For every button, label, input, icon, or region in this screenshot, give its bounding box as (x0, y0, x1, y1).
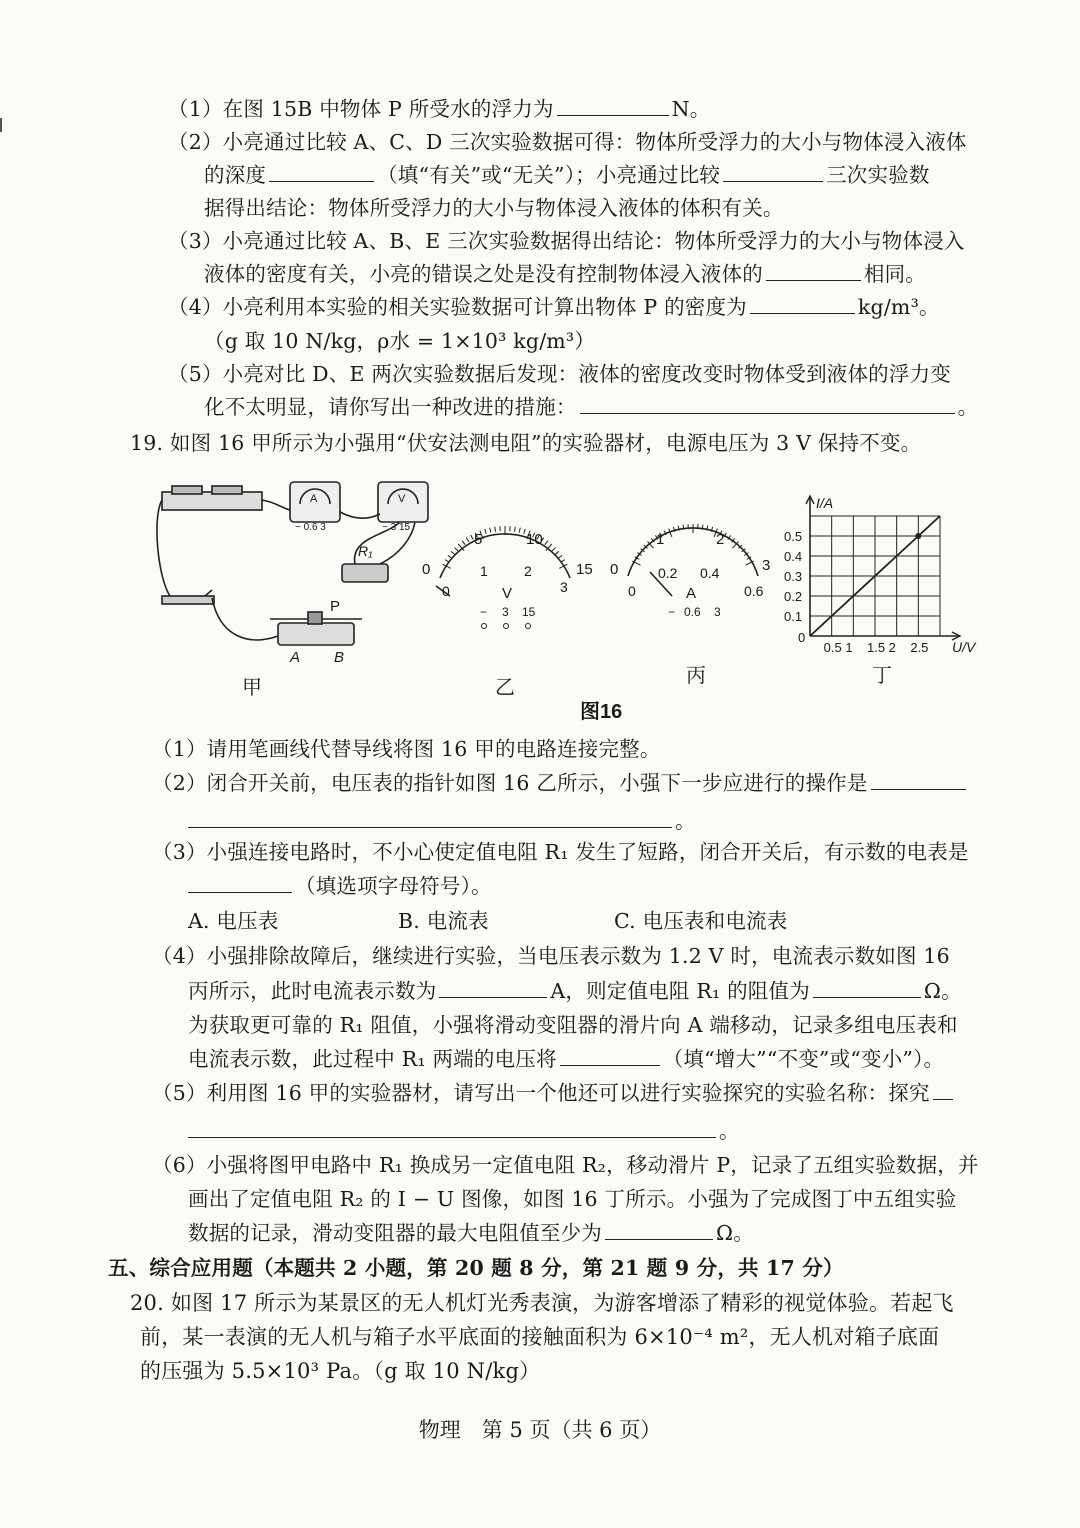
q18-part1: （1）在图 15B 中物体 P 所受水的浮力为 N。 (168, 97, 711, 121)
meter-tick (514, 527, 515, 532)
meter-tick (454, 548, 458, 551)
section-5-heading: 五、综合应用题（本题共 2 小题，第 20 题 8 分，第 21 题 9 分，共 17 分） (108, 1256, 844, 1280)
voltmeter-zero-label: 0 (422, 561, 431, 578)
x-tick-label: 2 (888, 640, 896, 655)
ammeter-terminals: − 0.6 3 (295, 522, 326, 533)
q18-part3-line1: （3）小亮通过比较 A、B、E 三次实验数据得出结论：物体所受浮力的大小与物体浸入 (168, 229, 965, 253)
ammeter-top-label: 2 (716, 531, 725, 548)
q19-part5-line2: 。 (188, 1116, 740, 1146)
label-bing: 丙 (686, 665, 706, 687)
q20-line1: 20. 如图 17 所示为某景区的无人机灯光秀表演，为游客增添了精彩的视觉体验。若起飞 (130, 1291, 954, 1315)
answer-blank[interactable] (723, 161, 823, 182)
y-tick-label: 0.2 (784, 589, 803, 604)
ammeter-zero-label: 0 (610, 561, 619, 578)
voltmeter-terminal: 3 (502, 605, 509, 619)
chart-origin-label: 0 (798, 630, 806, 645)
q18-part4-line2: （g 取 10 N/kg，ρ水 = 1×10³ kg/m³） (204, 329, 596, 353)
ammeter-bottom-label: 0.2 (658, 565, 678, 581)
ammeter-bottom-zero: 0 (628, 583, 636, 599)
voltmeter-bottom-zero: 0 (442, 583, 450, 599)
r1-label: R₁ (358, 543, 373, 559)
voltmeter-bottom-label: 2 (524, 563, 532, 579)
answer-blank[interactable] (188, 1117, 716, 1138)
label-ding: 丁 (872, 665, 892, 687)
answer-blank[interactable] (560, 1045, 660, 1066)
q19-part6-line1: （6）小强将图甲电路中 R₁ 换成另一定值电阻 R₂，移动滑片 P，记录了五组实验数据，并 (152, 1153, 979, 1177)
meter-tick (462, 541, 465, 545)
ammeter-terminal: − (668, 605, 676, 619)
q19-part3-option-c: C. 电压表和电流表 (614, 909, 788, 933)
voltmeter-bottom-label: 3 (560, 579, 568, 595)
circuit-diagram (157, 482, 431, 645)
q19-part4-line1: （4）小强排除故障后，继续进行实验，当电压表示数为 1.2 V 时，电流表示数如图 16 (152, 944, 950, 968)
meter-tick (558, 555, 562, 558)
q19-part4-line4: 电流表示数，此过程中 R₁ 两端的电压将 （填“增大”“不变”或“变小”）。 (188, 1047, 945, 1071)
ammeter-unit: A (686, 585, 697, 602)
ammeter-dial (610, 524, 770, 687)
voltmeter-terminal: − (480, 605, 488, 619)
terminal-a-label: A (290, 649, 301, 666)
q18-part3-line2: 液体的密度有关，小亮的错误之处是没有控制物体浸入液体的 相同。 (204, 262, 927, 286)
meter-tick (495, 527, 496, 532)
meter-tick (519, 528, 520, 533)
q20-line3: 的压强为 5.5×10³ Pa。（g 取 10 N/kg） (140, 1359, 541, 1383)
q19-stem: 19. 如图 16 甲所示为小强用“伏安法测电阻”的实验器材，电源电压为 3 V 保持不变。 (130, 431, 922, 455)
answer-blank[interactable] (439, 977, 547, 998)
x-tick-label: 1 (845, 640, 853, 655)
ammeter-bottom-label: 0.4 (700, 565, 720, 581)
y-tick-label: 0.1 (784, 609, 803, 624)
q19-part6-line2: 画出了定值电阻 R₂ 的 I − U 图像，如图 16 丁所示。小强为了完成图丁中五组实验 (188, 1187, 957, 1211)
ammeter-terminal: 0.6 (684, 605, 701, 619)
x-tick-label: 2.5 (910, 640, 929, 655)
voltmeter-bottom-label: 1 (480, 563, 488, 579)
figure-16 (150, 478, 1000, 728)
meter-tick (490, 528, 491, 533)
voltmeter-terminals: − 3 15 (382, 522, 411, 533)
iu-chart (784, 495, 977, 687)
meter-tick (485, 529, 486, 534)
meter-tick (545, 541, 548, 545)
voltmeter-top-label: 10 (526, 531, 543, 548)
answer-blank[interactable] (580, 393, 955, 414)
ammeter-top-label: 1 (656, 531, 665, 548)
q19-part6-line3: 数据的记录，滑动变阻器的最大电阻值至少为 Ω。 (188, 1221, 754, 1245)
meter-tick (555, 551, 559, 554)
answer-blank[interactable] (269, 161, 374, 182)
q19-part3-line2: （填选项字母符号）。 (188, 871, 492, 901)
label-yi: 乙 (495, 677, 515, 699)
voltmeter-top-label: 5 (474, 531, 483, 548)
q18-part5-line2: 化不太明显，请你写出一种改进的措施： 。 (204, 395, 979, 419)
q18-part5-line1: （5）小亮对比 D、E 两次实验数据后发现：液体的密度改变时物体受到液体的浮力变 (168, 362, 951, 386)
answer-blank[interactable] (766, 260, 861, 281)
terminal-b-label: B (334, 649, 345, 666)
data-point (915, 533, 921, 539)
answer-blank[interactable] (188, 872, 292, 893)
rheostat-icon (278, 623, 354, 645)
ammeter-max-label: 3 (762, 557, 771, 574)
label-jia: 甲 (242, 677, 262, 699)
resistor-r1-icon (342, 564, 388, 582)
y-tick-label: 0.4 (784, 549, 803, 564)
meter-tick (471, 535, 473, 539)
x-tick-label: 0.5 (823, 640, 842, 655)
answer-blank[interactable] (188, 807, 672, 828)
y-tick-label: 0.5 (784, 529, 803, 544)
answer-blank[interactable] (933, 1079, 953, 1100)
answer-blank[interactable] (557, 95, 669, 116)
meter-tick (451, 551, 455, 554)
scan-edge-mark (0, 118, 8, 132)
y-tick-label: 0.3 (784, 569, 803, 584)
voltmeter-unit: V (502, 585, 513, 602)
q19-part3-option-a: A. 电压表 (188, 909, 279, 933)
q18-part4-line1: （4）小亮利用本实验的相关实验数据可计算出物体 P 的密度为 kg/m³。 (168, 295, 940, 319)
q19-part3-option-b: B. 电流表 (398, 909, 489, 933)
voltmeter-dial (422, 526, 593, 699)
answer-blank[interactable] (605, 1219, 713, 1240)
voltmeter-letter: V (398, 493, 406, 505)
meter-tick (466, 538, 469, 542)
answer-blank[interactable] (813, 977, 921, 998)
q18-part2-line2: 的深度 （填“有关”或“无关”）；小亮通过比较 三次实验数 (204, 163, 930, 187)
ammeter-bottom-end: 0.6 (744, 583, 764, 599)
q18-part2-line1: （2）小亮通过比较 A、C、D 三次实验数据可得：物体所受浮力的大小与物体浸入液体 (168, 130, 967, 154)
figure-caption: 图16 (580, 701, 623, 723)
page-footer: 物理 第 5 页（共 6 页） (418, 1418, 662, 1442)
ammeter-letter: A (310, 493, 318, 505)
x-tick-label: 1.5 (867, 640, 886, 655)
q19-part3-line1: （3）小强连接电路时，不小心使定值电阻 R₁ 发生了短路，闭合开关后，有示数的电表是 (152, 840, 969, 864)
q19-part2-line2: 。 (188, 806, 696, 836)
voltmeter-terminal: 15 (522, 605, 536, 619)
chart-xlabel: U/V (952, 639, 976, 655)
chart-ylabel: I/A (816, 495, 834, 511)
q19-part5-line1: （5）利用图 16 甲的实验器材，请写出一个他还可以进行实验探究的实验名称：探究 (152, 1078, 956, 1108)
meter-tick (448, 555, 452, 558)
q19-part1: （1）请用笔画线代替导线将图 16 甲的电路连接完整。 (152, 737, 661, 761)
answer-blank[interactable] (871, 769, 966, 790)
q18-part2-line3: 据得出结论：物体所受浮力的大小与物体浸入液体的体积有关。 (204, 196, 784, 220)
meter-tick (552, 548, 556, 551)
answer-blank[interactable] (750, 293, 855, 314)
ammeter-terminal: 3 (714, 605, 721, 619)
q19-part4-line3: 为获取更可靠的 R₁ 阻值，小强将滑动变阻器的滑片向 A 端移动，记录多组电压表和 (188, 1013, 958, 1037)
q19-part2-line1: （2）闭合开关前，电压表的指针如图 16 乙所示，小强下一步应进行的操作是 (152, 768, 969, 798)
q20-line2: 前，某一表演的无人机与箱子水平底面的接触面积为 6×10⁻⁴ m²，无人机对箱子底面 (140, 1325, 940, 1349)
q19-part4-line2: 丙所示，此时电流表示数为 A，则定值电阻 R₁ 的阻值为 Ω。 (188, 979, 962, 1003)
slider-p-label: P (330, 598, 341, 615)
meter-tick (524, 529, 525, 534)
voltmeter-max-label: 15 (576, 561, 593, 578)
